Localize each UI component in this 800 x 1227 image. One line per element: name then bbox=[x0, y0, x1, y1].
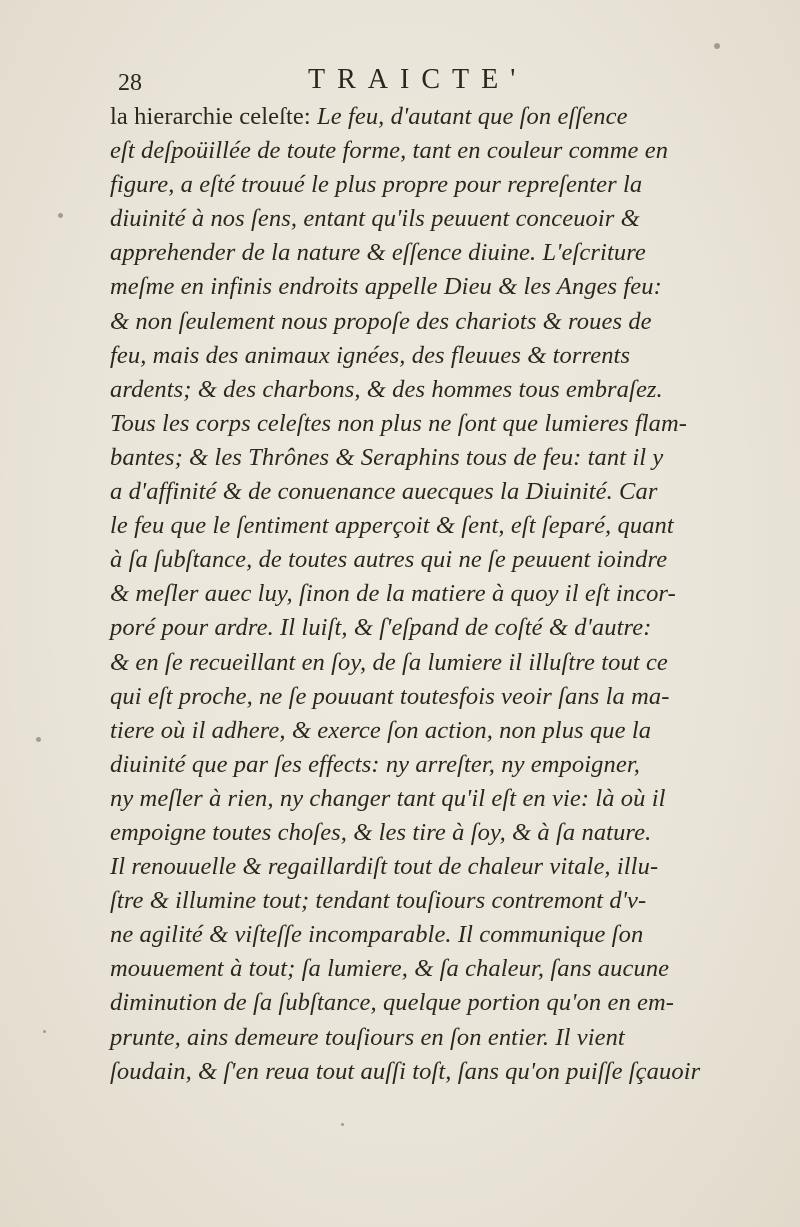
text-line bbox=[110, 816, 710, 850]
text-line bbox=[110, 782, 710, 816]
text-line bbox=[110, 611, 710, 645]
text-line-italic: Le feu, d'autant que ſon eſſence bbox=[317, 103, 628, 130]
text-line bbox=[110, 1021, 710, 1055]
text-line-italic: diminution de ſa ſubſtance, quelque portion qu'on en em- bbox=[110, 989, 675, 1017]
text-line bbox=[110, 680, 710, 714]
text-line-italic: mouuement à tout; ſa lumiere, & ſa chaleur, ſans aucune bbox=[110, 955, 670, 983]
text-line-italic: ne agilité & viſteſſe incomparable. Il communique ſon bbox=[110, 921, 644, 949]
ink-speck bbox=[714, 43, 720, 49]
text-line bbox=[110, 270, 710, 304]
text-line-italic: & en ſe recueillant en ſoy, de ſa lumiere il illuſtre tout ce bbox=[110, 648, 668, 676]
text-line-italic: figure, a eſté trouué le plus propre pour repreſenter la bbox=[110, 171, 643, 199]
text-line-italic: qui eſt proche, ne ſe pouuant toutesfois veoir ſans la ma- bbox=[110, 682, 670, 710]
text-line-italic: ardents; & des charbons, & des hommes tous embraſez. bbox=[110, 375, 663, 403]
text-line bbox=[110, 100, 710, 134]
running-title: TRAICTE' bbox=[308, 64, 528, 95]
body-text bbox=[110, 100, 710, 1089]
text-line-italic: feu, mais des animaux ignées, des fleuues & torrents bbox=[110, 341, 631, 369]
text-line bbox=[110, 134, 710, 168]
text-line bbox=[110, 714, 710, 748]
text-line bbox=[110, 850, 710, 884]
text-line-italic: diuinité à nos ſens, entant qu'ils peuuent conceuoir & bbox=[110, 205, 640, 233]
text-line-roman: la hierarchie celeſte: bbox=[110, 103, 318, 130]
text-line-italic: Tous les corps celeſtes non plus ne ſont que lumieres flam- bbox=[110, 409, 688, 437]
text-line bbox=[110, 577, 710, 611]
text-line bbox=[110, 884, 710, 918]
ink-speck bbox=[58, 213, 63, 218]
text-line-italic: ny meſler à rien, ny changer tant qu'il eſt en vie: là où il bbox=[110, 784, 666, 812]
text-line-italic: diuinité que par ſes effects: ny arreſter, ny empoigner, bbox=[110, 750, 640, 778]
text-line-italic: ſoudain, & ſ'en reua tout auſſi toſt, ſans qu'on puiſſe ſçauoir bbox=[110, 1057, 701, 1085]
ink-speck bbox=[36, 737, 41, 742]
running-head bbox=[118, 64, 718, 104]
page-number: 28 bbox=[118, 70, 142, 96]
text-line-italic: ſtre & illumine tout; tendant touſiours contremont d'v- bbox=[110, 887, 647, 915]
text-line bbox=[110, 339, 710, 373]
text-line bbox=[110, 509, 710, 543]
text-line bbox=[110, 202, 710, 236]
text-line bbox=[110, 952, 710, 986]
text-line bbox=[110, 646, 710, 680]
text-line bbox=[110, 305, 710, 339]
text-line bbox=[110, 373, 710, 407]
text-line bbox=[110, 1055, 710, 1089]
text-line-italic: a d'affinité & de conuenance auecques la Diuinité. Car bbox=[110, 478, 658, 506]
ink-speck bbox=[341, 1123, 344, 1126]
text-line bbox=[110, 986, 710, 1020]
text-line-italic: le feu que le ſentiment apperçoit & ſent, eſt ſeparé, quant bbox=[110, 512, 674, 540]
text-line-italic: Il renouuelle & regaillardiſt tout de chaleur vitale, illu- bbox=[110, 853, 659, 881]
text-line bbox=[110, 748, 710, 782]
text-line-italic: eſt deſpoüillée de toute forme, tant en couleur comme en bbox=[110, 137, 669, 165]
text-line bbox=[110, 918, 710, 952]
text-line-italic: & non ſeulement nous propoſe des chariots & roues de bbox=[110, 307, 652, 335]
text-line-italic: meſme en infinis endroits appelle Dieu & les Anges feu: bbox=[110, 273, 662, 301]
text-line bbox=[110, 441, 710, 475]
text-line-italic: & meſler auec luy, ſinon de la matiere à quoy il eſt incor- bbox=[110, 580, 676, 608]
text-line-italic: bantes; & les Thrônes & Seraphins tous de feu: tant il y bbox=[110, 443, 664, 471]
text-line-italic: poré pour ardre. Il luiſt, & ſ'eſpand de coſté & d'autre: bbox=[110, 614, 652, 642]
text-line bbox=[110, 407, 710, 441]
text-line bbox=[110, 236, 710, 270]
text-line-italic: prunte, ains demeure touſiours en ſon entier. Il vient bbox=[110, 1023, 625, 1051]
text-line bbox=[110, 543, 710, 577]
ink-speck bbox=[43, 1030, 46, 1033]
text-line bbox=[110, 168, 710, 202]
text-line bbox=[110, 475, 710, 509]
text-line-italic: apprehender de la nature & eſſence diuine. L'eſcriture bbox=[110, 239, 646, 267]
text-line-italic: empoigne toutes choſes, & les tire à ſoy, & à ſa nature. bbox=[110, 818, 652, 846]
text-line-italic: tiere où il adhere, & exerce ſon action, non plus que la bbox=[110, 716, 652, 744]
text-line-italic: à ſa ſubſtance, de toutes autres qui ne ſe peuuent ioindre bbox=[110, 546, 668, 574]
